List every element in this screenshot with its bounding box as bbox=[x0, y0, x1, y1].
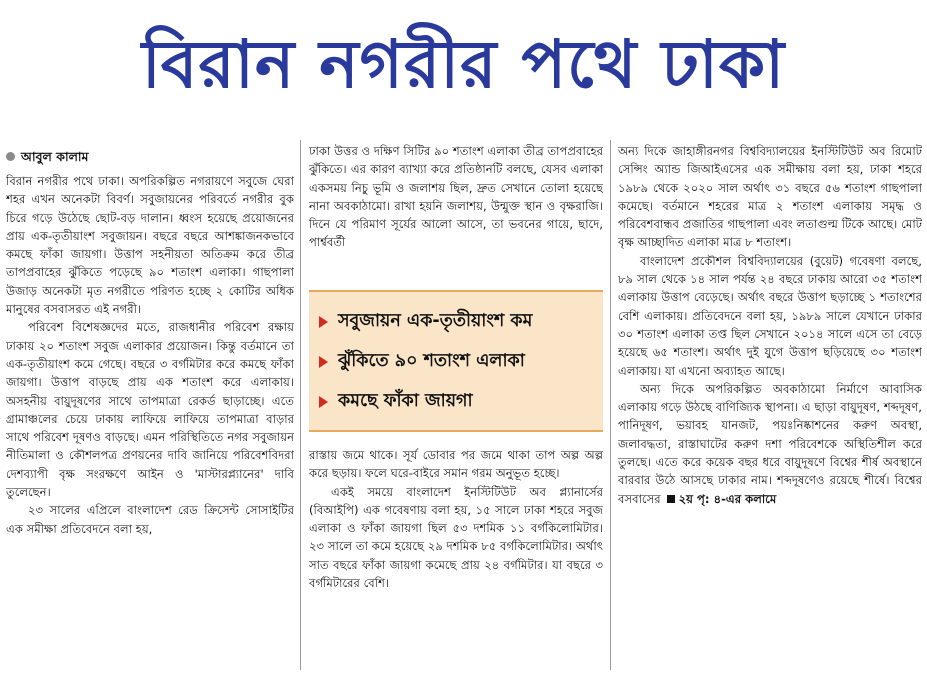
article-column-2-bottom bbox=[309, 446, 603, 668]
highlight-box bbox=[309, 290, 603, 432]
paragraph: পরিবেশ বিশেষজ্ঞদের মতে, রাজধানীর পরিবেশ রক্ষায় ঢাকায় ২০ শতাংশ সবুজ এলাকার প্রয়োজন। কিন্তু বর্তমানে তা এক-তৃতীয়াংশ কমে গেছে। বছরে ৩ বর্গমিটার করে কমছে ফাঁকা জায়গা। উত্তাপ বাড়ছে প্রায় এক শতাংশ করে এলাকায়। অসহনীয় বায়ুদূষণের সাথে তাপমাত্রা রেকর্ড ছাড়াচ্ছে। এতে গ্রামাঞ্চলের চেয়ে ঢাকায় লাফিয়ে লাফিয়ে তাপমাত্রা বাড়ার সাথে পরিবেশ দূষণও বাড়ছে। এমন পরিস্থিতিতে নগর সবুজায়ন নীতিমালা ও কৌশলপত্র প্রণয়নের দাবি জানিয়ে পরিবেশবিদরা দেশব্যাপী বৃক্ষ সংরক্ষণে আইন ও 'মাস্টারপ্ল্যানের' দাবি তুলেছেন। bbox=[6, 320, 294, 500]
paragraph: অন্য দিকে জাহাঙ্গীরনগর বিশ্ববিদ্যালয়ের ইনস্টিটিউট অব রিমোট সেন্সিং অ্যান্ড জিআইএসের এক সমীক্ষায় বলা হয়, ঢাকা শহরে ১৯৮৯ থেকে ২০২০ সাল অর্থাৎ ৩১ বছরে ৫৬ শতাংশ গাছপালা কমেছে। বর্তমানে শহরের মাত্র ২ শতাংশ এলাকায় সমৃদ্ধ ও পরিবেশবান্ধব প্রজাতির গাছপালা এবং লতাগুল্ম টিকে আছে। মোট বৃক্ষ আচ্ছাদিত এলাকা মাত্র ৮ শতাংশ। bbox=[618, 144, 922, 250]
highlight-item bbox=[319, 382, 593, 422]
column-divider bbox=[300, 140, 301, 670]
paragraph-text: অন্য দিকে অপরিকল্পিত অবকাঠামো নির্মাণে আবাসিক এলাকায় গড়ে উঠছে বাণিজ্যিক স্থাপনা। এ ছাড়া বায়ুদূষণ, শব্দদূষণ, পানিদূষণ, ভয়াবহ যানজট, পয়ঃনিষ্কাশনের করুণ অবস্থা, জলাবদ্ধতা, রাস্তাঘাটের করুণ দশা পরিবেশকে অস্থিতিশীল করে তুলছে। এতে করে কয়েক বছর ধরে বায়ুদূষণে বিশ্বের শীর্ষ অবস্থানে বারবার উঠে আসছে ঢাকার নাম। শব্দদূষণেও রয়েছে শীর্ষে। বিশ্বের বসবাসের bbox=[618, 381, 922, 506]
byline bbox=[6, 146, 294, 168]
author-name: আবুল কালাম bbox=[21, 149, 89, 164]
paragraph bbox=[618, 380, 922, 508]
paragraph: বাংলাদেশ প্রকৌশল বিশ্ববিদ্যালয়ের (বুয়েট) গবেষণা বলছে, ৮৯ সাল থেকে ১৪ সাল পর্যন্ত ২৪ বছরে ঢাকায় আরো ৩৫ শতাংশ এলাকায় উত্তাপ বেড়েছে। অর্থাৎ বছরে উত্তাপ ছড়াচ্ছে ১ শতাংশের বেশি এলাকায়। প্রতিবেদনে বলা হয়, ১৯৮৯ সালে যেখানে ঢাকার ৩০ শতাংশ এলাকা তপ্ত ছিল সেখানে ২০১৪ সালে এসে তা বেড়ে হয়েছে ৬৫ শতাংশ। অর্থাৎ দুই যুগে উত্তাপ ছড়িয়েছে ৩০ শতাংশ এলাকায়। যা এখনো অব্যাহত আছে। bbox=[618, 253, 922, 378]
column-divider bbox=[610, 140, 611, 670]
triangle-bullet-icon bbox=[319, 356, 328, 368]
paragraph: ২৩ সালের এপ্রিলে বাংলাদেশ রেড ক্রিসেন্ট সোসাইটির এক সমীক্ষা প্রতিবেদনে বলা হয়, bbox=[6, 503, 294, 536]
article-column-2-top bbox=[309, 142, 603, 288]
highlight-text: কমছে ফাঁকা জায়গা bbox=[338, 390, 473, 411]
square-bullet-icon bbox=[667, 495, 675, 503]
continuation-note: ২য় পৃ: ৪-এর কলামে bbox=[678, 491, 777, 506]
paragraph: একই সময়ে বাংলাদেশ ইনস্টিটিউট অব প্ল্যানার্সের (বিআইপি) এক গবেষণায় বলা হয়, ১৫ সালে ঢাকা শহরে সবুজ এলাকা ও ফাঁকা জায়গা ছিল ৫৩ দশমিক ১১ বর্গকিলোমিটার। ২৩ সালে তা কমে হয়েছে ২৯ দশমিক ৮৫ বর্গকিলোমিটার। অর্থাৎ সাত বছরে ফাঁকা জায়গা কমেছে প্রায় ২৪ বর্গমিটার। যা বছরে ৩ বর্গমিটারের বেশি। bbox=[309, 484, 603, 591]
triangle-bullet-icon bbox=[319, 316, 328, 328]
highlight-item bbox=[319, 302, 593, 342]
article-column-3 bbox=[618, 142, 922, 670]
article-column-1 bbox=[6, 146, 294, 674]
paragraph: ঢাকা উত্তর ও দক্ষিণ সিটির ৯০ শতাংশ এলাকা তীব্র তাপপ্রবাহের ঝুঁকিতে। এর কারণ ব্যাখ্যা করে প্রতিষ্ঠানটি বলছে, যেসব এলাকা একসময় নিচু ভূমি ও জলাশয় ছিল, দ্রুত সেখানে তোলা হয়েছে নানা অবকাঠামো। রাখা হয়নি জলাশয়, উন্মুক্ত স্থান ও বৃক্ষরাজি। দিনে যে পরিমাণ সূর্যের আলো আসে, তা ভবনের গায়ে, ছাদে, পার্শ্ববর্তী bbox=[309, 144, 603, 250]
triangle-bullet-icon bbox=[319, 396, 328, 408]
highlight-text: সবুজায়ন এক-তৃতীয়াংশ কম bbox=[338, 310, 533, 331]
highlight-text: ঝুঁকিতে ৯০ শতাংশ এলাকা bbox=[338, 350, 525, 371]
paragraph: রাস্তায় জমে থাকে। সূর্য ডোবার পর জমে থাকা তাপ অল্প অল্প করে ছড়ায়। ফলে ঘরে-বাইরে সমান গরম অনুভূত হচ্ছে। bbox=[309, 448, 603, 481]
headline: বিরান নগরীর পথে ঢাকা bbox=[141, 26, 786, 103]
paragraph: বিরান নগরীর পথে ঢাকা। অপরিকল্পিত নগরায়ণে সবুজে ঘেরা শহর এখন অনেকটা বিবর্ণ। সবুজায়নের পরিবর্তে নগরীর বুক চিরে গড়ে উঠেছে ছোট-বড় দালান। ধ্বংস হয়েছে প্রয়োজনের প্রায় এক-তৃতীয়াংশ সবুজায়ন। বছরে বছরে আশঙ্কাজনকভাবে কমছে ফাঁকা জায়গা। উত্তাপ সহনীয়তা অতিক্রম করে তীব্র তাপপ্রবাহের ঝুঁকিতে পড়েছে ৯০ শতাংশ এলাকা। গাছপালা উজাড় অনেকটা মৃত নগরীতে পরিণত হচ্ছে ২ কোটির অধিক মানুষের বসবাসরত এই নগরী। bbox=[6, 174, 294, 317]
bullet-icon bbox=[6, 152, 15, 161]
highlight-item bbox=[319, 342, 593, 382]
